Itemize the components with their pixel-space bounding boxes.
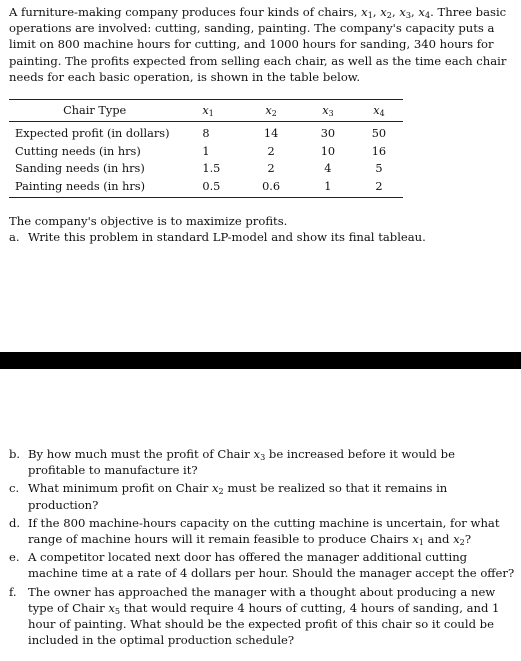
intro-text-end: . Three basic operations are involved: cutting, sanding, painting. The company's capacity puts a limit on 800 machine hours for cutting, and 1000 hours for sanding, 340 hours for painting. The profits expected from selling each chair, as well as the time each chair needs for each basic operation, is shown in the table below. <box>9 5 507 84</box>
question-e <box>9 549 515 581</box>
cell: 2 <box>355 178 403 198</box>
cell: 14 <box>263 127 279 140</box>
cell: 8 <box>202 127 210 140</box>
question-d <box>9 515 515 547</box>
cell: 10 <box>320 144 336 158</box>
question-text: If the 800 machine-hours capacity on the cutting machine is uncertain, for what range of machine hours will it remain feasible to produce Chairs $x_1$ and $x_2$? <box>28 515 500 548</box>
table-row <box>9 122 403 143</box>
var-x3: $x_3$ <box>399 5 412 21</box>
cell: 30 <box>320 127 336 140</box>
var-x1: $x_1$ <box>361 5 373 21</box>
cell: 16 <box>371 144 387 158</box>
row-label: Sanding needs (in hrs) <box>15 162 145 175</box>
cell: 50 <box>371 127 387 140</box>
table-row <box>9 143 403 161</box>
cell: 0.5 <box>180 178 241 198</box>
question-letter: f. <box>9 584 17 599</box>
var-x2: $x_2$ <box>453 532 465 548</box>
row-label: Expected profit (in dollars) <box>15 127 170 140</box>
question-letter: c. <box>9 481 20 496</box>
table-header-row <box>9 100 403 122</box>
intro-paragraph: A furniture-making company produces four kinds of chairs, $x_1$, $x_2$, $x_3$, $x_4$. Three basic operations are involved: cutting, sanding, painting. The company's capacity puts a limit on 800 machine hours for cutting, and 1000 hours for sanding, 340 hours for painting. The profits expected from selling each chair, as well as the time each chair needs for each basic operation, is shown in the table below. <box>9 5 507 84</box>
question-text: A competitor located next door has offered the manager additional cutting machine time at a rate of 4 dollars per hour. Should the manager accept the offer? <box>28 550 515 581</box>
objective-statement: The company's objective is to maximize profits. <box>9 214 288 228</box>
question-list <box>9 446 515 650</box>
row-label: Painting needs (in hrs) <box>9 178 180 198</box>
table-row <box>9 160 403 178</box>
header-chair-type: Chair Type <box>9 100 180 122</box>
question-letter: e. <box>9 550 20 565</box>
cell: 1.5 <box>202 162 221 175</box>
redaction-bar <box>0 352 521 369</box>
var-x5: $x_5$ <box>108 600 121 616</box>
cell: 2 <box>267 144 275 158</box>
question-b <box>9 446 515 478</box>
question-f <box>9 584 515 649</box>
chair-data-table <box>9 99 403 198</box>
question-text: Write this problem in standard LP-model and show its final tableau. <box>28 230 426 245</box>
cell: 2 <box>267 162 275 175</box>
question-letter: a. <box>9 230 20 245</box>
header-x1: $x_1$ <box>180 100 241 122</box>
objective-section <box>9 213 515 247</box>
cell: 5 <box>375 162 383 175</box>
question-letter: b. <box>9 447 21 461</box>
var-x3: $x_3$ <box>253 447 266 463</box>
var-x1: $x_1$ <box>412 532 424 548</box>
var-x2: $x_2$ <box>212 481 224 497</box>
cell: 4 <box>324 162 332 175</box>
header-x3: $x_3$ <box>301 100 355 122</box>
question-text: What minimum profit on Chair $x_2$ must be realized so that it remains in production? <box>28 481 448 512</box>
table-row <box>9 178 403 198</box>
problem-intro <box>9 4 515 85</box>
question-text: By how much must the profit of Chair $x_3$ be increased before it would be profitable to manufacture it? <box>28 447 455 478</box>
header-x2: $x_2$ <box>241 100 301 122</box>
row-label: Cutting needs (in hrs) <box>15 144 141 158</box>
var-x4: $x_4$ <box>418 5 431 21</box>
header-x4: $x_4$ <box>355 100 403 122</box>
cell: 0.6 <box>241 178 301 198</box>
cell: 1 <box>202 144 210 158</box>
cell: 1 <box>301 178 355 198</box>
intro-text-start: A furniture-making company produces four kinds of chairs, <box>9 5 362 19</box>
question-c <box>9 480 515 512</box>
question-text: The owner has approached the manager with a thought about producing a new type of Chair $x_5$ that would require 4 hours of cutting, 4 hours of sanding, and 1 hour of painting. What should be the expected profit of this chair so it could be included in the optimal production schedule? <box>28 584 500 648</box>
question-a <box>9 229 515 245</box>
var-x2: $x_2$ <box>380 5 392 21</box>
question-letter: d. <box>9 515 21 530</box>
